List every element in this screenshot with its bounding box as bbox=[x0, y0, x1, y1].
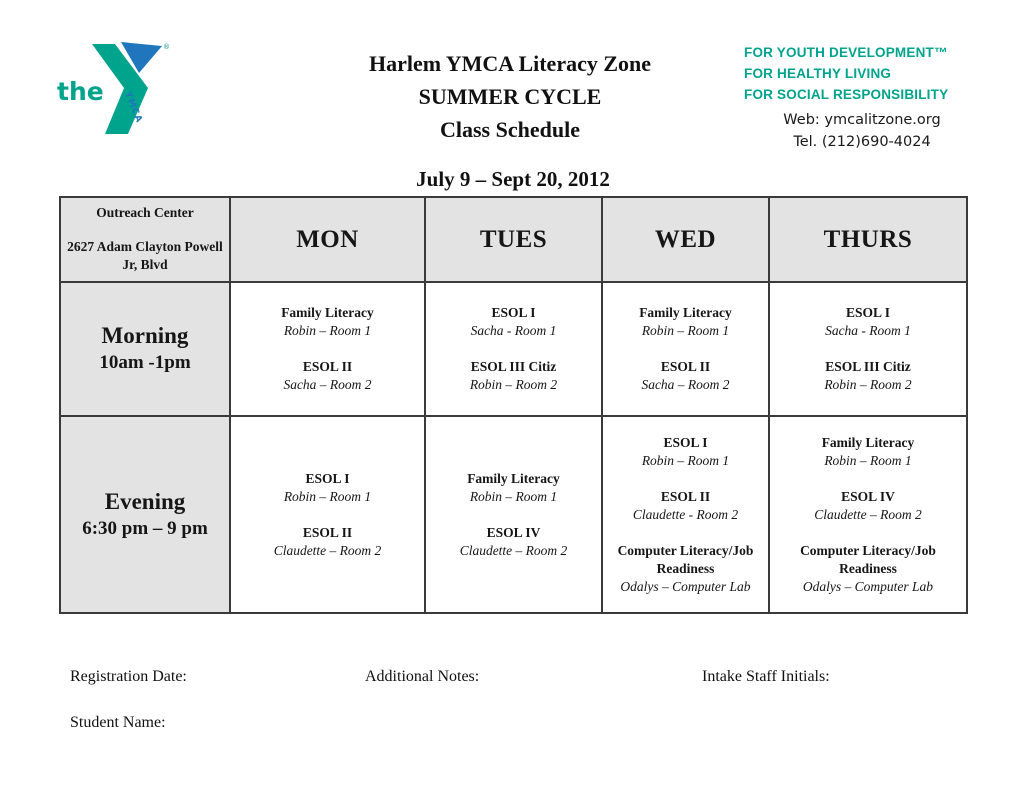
tagline-healthy-living: FOR HEALTHY LIVING bbox=[744, 66, 892, 81]
class-name: ESOL I bbox=[663, 434, 708, 450]
evening-label: Evening bbox=[104, 488, 186, 514]
class-entry bbox=[432, 470, 595, 506]
morning-label: Morning bbox=[101, 323, 189, 348]
cell-morning-mon bbox=[230, 282, 425, 416]
class-entry bbox=[432, 358, 595, 394]
student-name-label: Student Name: bbox=[70, 714, 166, 731]
logo-registered-mark: ® bbox=[163, 43, 170, 51]
registration-date-label: Registration Date: bbox=[70, 668, 187, 685]
additional-notes-label: Additional Notes: bbox=[365, 668, 480, 685]
evening-time: 6:30 pm – 9 pm bbox=[82, 517, 208, 539]
instructor-room: Robin – Room 1 bbox=[824, 452, 912, 468]
instructor-room: Robin – Room 1 bbox=[283, 488, 372, 504]
class-entry bbox=[776, 488, 960, 524]
class-entry bbox=[237, 524, 418, 560]
cycle-date-range: July 9 – Sept 20, 2012 bbox=[416, 167, 610, 191]
class-entry bbox=[609, 434, 762, 470]
class-name: Family Literacy bbox=[281, 305, 374, 320]
day-header-mon: MON bbox=[230, 197, 425, 282]
brand-taglines bbox=[744, 42, 980, 105]
class-entry bbox=[432, 524, 595, 560]
logo-ymca-text: YMCA bbox=[122, 90, 144, 125]
instructor-room: Sacha – Room 2 bbox=[641, 377, 730, 392]
tagline-youth-development: FOR YOUTH DEVELOPMENT™ bbox=[744, 45, 948, 60]
class-name: ESOL I bbox=[305, 470, 350, 486]
class-name: ESOL IV bbox=[841, 488, 895, 504]
class-name: Family Literacy bbox=[821, 434, 915, 450]
location-address: 2627 Adam Clayton Powell Jr, Blvd bbox=[67, 239, 223, 272]
location-name: Outreach Center bbox=[96, 205, 194, 220]
website-text: Web: ymcalitzone.org bbox=[783, 112, 941, 128]
class-name: Computer Literacy/Job Readiness bbox=[617, 542, 754, 576]
telephone-text: Tel. (212)690-4024 bbox=[793, 134, 931, 150]
class-entry bbox=[609, 542, 762, 596]
instructor-room: Claudette – Room 2 bbox=[459, 542, 568, 558]
title-line-2: SUMMER CYCLE bbox=[418, 84, 602, 109]
contact-block bbox=[744, 42, 980, 153]
class-name: ESOL II bbox=[660, 359, 711, 374]
class-name: ESOL II bbox=[302, 524, 353, 540]
class-entry bbox=[609, 488, 762, 524]
instructor-room: Sacha - Room 1 bbox=[825, 323, 911, 338]
cell-morning-thurs bbox=[769, 282, 967, 416]
title-line-3: Class Schedule bbox=[440, 117, 580, 142]
day-header-thurs: THURS bbox=[769, 197, 967, 282]
schedule-table bbox=[59, 196, 968, 614]
instructor-room: Sacha - Room 1 bbox=[470, 323, 557, 338]
class-name: ESOL II bbox=[660, 488, 711, 504]
instructor-room: Robin – Room 2 bbox=[824, 377, 912, 392]
header-row bbox=[60, 197, 967, 282]
instructor-room: Robin – Room 1 bbox=[641, 452, 730, 468]
class-entry bbox=[776, 358, 960, 394]
location-cell bbox=[60, 197, 230, 282]
instructor-room: Robin – Room 1 bbox=[641, 323, 730, 338]
morning-time: 10am -1pm bbox=[99, 352, 191, 373]
ymca-logo bbox=[55, 40, 195, 140]
class-name: ESOL I bbox=[846, 305, 890, 320]
document-title bbox=[330, 47, 690, 146]
logo-the-text: the bbox=[57, 77, 104, 106]
day-header-tues: TUES bbox=[425, 197, 602, 282]
instructor-room: Odalys – Computer Lab bbox=[620, 578, 751, 594]
instructor-room: Claudette – Room 2 bbox=[273, 542, 382, 558]
instructor-room: Robin – Room 1 bbox=[469, 488, 558, 504]
class-entry bbox=[776, 434, 960, 470]
title-line-1: Harlem YMCA Literacy Zone bbox=[368, 51, 652, 76]
class-name: ESOL III Citiz bbox=[825, 359, 911, 374]
instructor-room: Claudette - Room 2 bbox=[632, 506, 739, 522]
class-name: ESOL IV bbox=[486, 524, 541, 540]
day-header-wed: WED bbox=[602, 197, 769, 282]
instructor-room: Robin – Room 1 bbox=[283, 323, 372, 338]
class-name: ESOL III Citiz bbox=[470, 359, 557, 374]
class-name: Family Literacy bbox=[467, 470, 560, 486]
cell-morning-tues bbox=[425, 282, 602, 416]
cell-morning-wed bbox=[602, 282, 769, 416]
class-name: ESOL I bbox=[491, 305, 536, 320]
morning-row-label bbox=[60, 282, 230, 416]
class-name: Computer Literacy/Job Readiness bbox=[800, 542, 936, 576]
instructor-room: Sacha – Room 2 bbox=[283, 377, 372, 392]
class-entry bbox=[432, 304, 595, 340]
evening-row-label bbox=[60, 416, 230, 613]
instructor-room: Robin – Room 2 bbox=[469, 377, 558, 392]
ymca-logo-icon bbox=[55, 40, 195, 140]
evening-row bbox=[60, 416, 967, 613]
class-entry bbox=[776, 304, 960, 340]
cell-evening-tues bbox=[425, 416, 602, 613]
tagline-social-responsibility: FOR SOCIAL RESPONSIBILITY bbox=[744, 87, 949, 102]
class-name: Family Literacy bbox=[639, 305, 732, 320]
class-name: ESOL II bbox=[302, 359, 353, 374]
class-entry bbox=[776, 542, 960, 596]
cell-evening-thurs bbox=[769, 416, 967, 613]
morning-row bbox=[60, 282, 967, 416]
cell-evening-wed bbox=[602, 416, 769, 613]
instructor-room: Odalys – Computer Lab bbox=[802, 578, 934, 594]
class-entry bbox=[237, 470, 418, 506]
intake-staff-initials-label: Intake Staff Initials: bbox=[702, 668, 830, 685]
cell-evening-mon bbox=[230, 416, 425, 613]
class-entry bbox=[609, 304, 762, 340]
class-entry bbox=[237, 358, 418, 394]
class-entry bbox=[609, 358, 762, 394]
class-entry bbox=[237, 304, 418, 340]
instructor-room: Claudette – Room 2 bbox=[814, 506, 922, 522]
contact-details bbox=[744, 109, 980, 153]
